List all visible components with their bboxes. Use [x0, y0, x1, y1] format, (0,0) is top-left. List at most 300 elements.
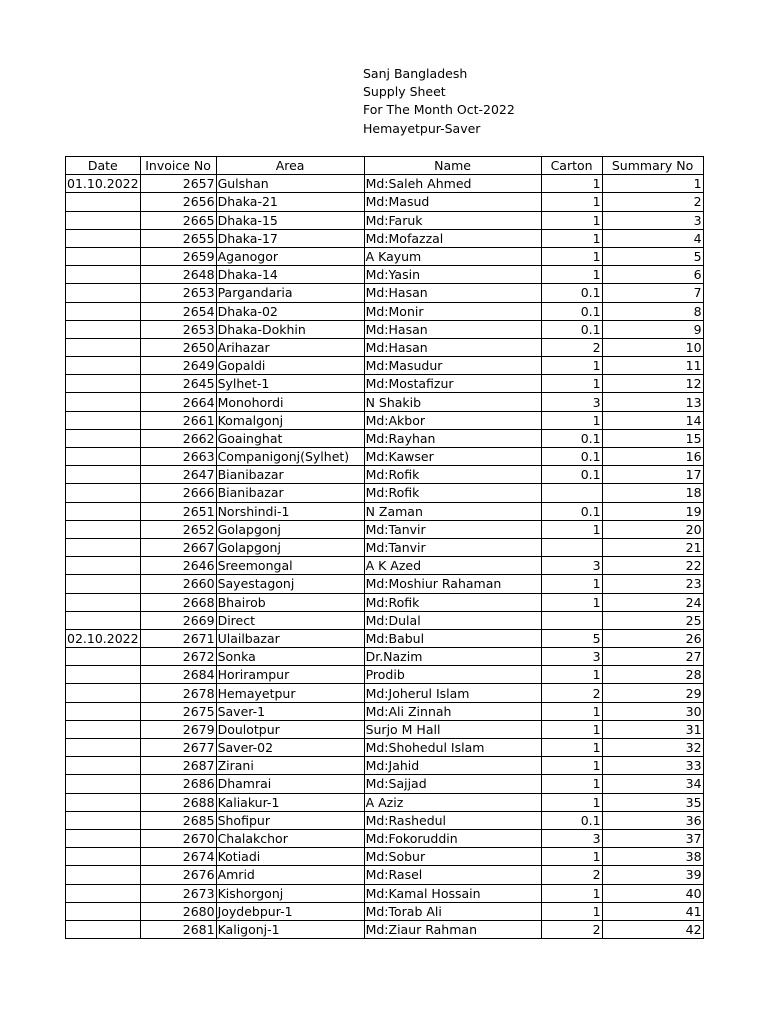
carton-cell: 3	[541, 648, 602, 666]
table-row	[66, 648, 704, 666]
month-line: For The Month Oct-2022	[363, 102, 515, 118]
carton-cell: 5	[541, 629, 602, 647]
summary-no-cell: 42	[602, 920, 703, 938]
invoice-no-cell: 2660	[140, 575, 216, 593]
summary-no-cell: 32	[602, 739, 703, 757]
date-cell	[66, 811, 141, 829]
date-cell	[66, 266, 141, 284]
area-cell: Bhairob	[216, 593, 364, 611]
summary-no-cell: 6	[602, 266, 703, 284]
summary-no-cell: 17	[602, 466, 703, 484]
date-cell	[66, 793, 141, 811]
date-cell	[66, 538, 141, 556]
name-cell: A K Azed	[364, 557, 541, 575]
summary-no-cell: 8	[602, 302, 703, 320]
name-cell: Md:Ziaur Rahman	[364, 920, 541, 938]
date-cell	[66, 247, 141, 265]
carton-cell: 0.1	[541, 429, 602, 447]
area-cell: Golapgonj	[216, 538, 364, 556]
invoice-no-cell: 2675	[140, 702, 216, 720]
table-header-row	[66, 157, 704, 175]
area-cell: Gopaldi	[216, 357, 364, 375]
carton-cell: 1	[541, 375, 602, 393]
area-cell: Sayestagonj	[216, 575, 364, 593]
carton-cell: 1	[541, 575, 602, 593]
carton-cell: 1	[541, 884, 602, 902]
table-row	[66, 211, 704, 229]
area-cell: Bianibazar	[216, 484, 364, 502]
date-cell	[66, 375, 141, 393]
name-cell: Prodib	[364, 666, 541, 684]
area-cell: Monohordi	[216, 393, 364, 411]
area-cell: Arihazar	[216, 338, 364, 356]
table-row	[66, 338, 704, 356]
column-header-area: Area	[216, 157, 364, 175]
date-cell: 01.10.2022	[67, 176, 139, 192]
area-cell: Kaligonj-1	[216, 920, 364, 938]
location-line: Hemayetpur-Saver	[363, 120, 481, 136]
invoice-no-cell: 2646	[140, 557, 216, 575]
invoice-no-cell: 2681	[140, 920, 216, 938]
date-cell	[66, 229, 141, 247]
carton-cell: 3	[541, 829, 602, 847]
carton-cell: 1	[541, 775, 602, 793]
carton-cell: 1	[541, 193, 602, 211]
invoice-no-cell: 2688	[140, 793, 216, 811]
summary-no-cell: 16	[602, 448, 703, 466]
table-row	[66, 902, 704, 920]
area-cell: Dhaka-14	[216, 266, 364, 284]
date-cell	[66, 866, 141, 884]
table-row	[66, 466, 704, 484]
summary-no-cell: 40	[602, 884, 703, 902]
area-cell: Kotiadi	[216, 848, 364, 866]
carton-cell: 1	[541, 247, 602, 265]
carton-cell: 0.1	[541, 284, 602, 302]
carton-cell: 0.1	[541, 502, 602, 520]
name-cell: Md:Babul	[364, 629, 541, 647]
invoice-no-cell: 2648	[140, 266, 216, 284]
invoice-no-cell: 2672	[140, 648, 216, 666]
column-header-name: Name	[364, 157, 541, 175]
summary-no-cell: 27	[602, 648, 703, 666]
table-row	[66, 684, 704, 702]
summary-no-cell: 10	[602, 338, 703, 356]
summary-no-cell: 31	[602, 720, 703, 738]
summary-no-cell: 35	[602, 793, 703, 811]
table-row	[66, 793, 704, 811]
date-cell	[66, 193, 141, 211]
invoice-no-cell: 2677	[140, 739, 216, 757]
date-cell	[66, 775, 141, 793]
table-row	[66, 720, 704, 738]
table-row	[66, 393, 704, 411]
name-cell: Md:Rofik	[364, 466, 541, 484]
name-cell: Md:Yasin	[364, 266, 541, 284]
sheet-title: Supply Sheet	[363, 84, 446, 100]
invoice-no-cell: 2668	[140, 593, 216, 611]
carton-cell: 1	[541, 666, 602, 684]
invoice-no-cell: 2674	[140, 848, 216, 866]
table-row	[66, 920, 704, 938]
invoice-no-cell: 2652	[140, 520, 216, 538]
name-cell: Md:Moshiur Rahaman	[364, 575, 541, 593]
carton-cell: 1	[541, 739, 602, 757]
name-cell: Md:Akbor	[364, 411, 541, 429]
table-row	[66, 739, 704, 757]
name-cell: Md:Jahid	[364, 757, 541, 775]
table-row	[66, 538, 704, 556]
carton-cell: 1	[541, 211, 602, 229]
table-row	[66, 302, 704, 320]
name-cell: Md:Torab Ali	[364, 902, 541, 920]
table-row	[66, 884, 704, 902]
summary-no-cell: 26	[602, 629, 703, 647]
date-cell	[66, 848, 141, 866]
carton-cell: 1	[541, 411, 602, 429]
summary-no-cell: 9	[602, 320, 703, 338]
summary-no-cell: 25	[602, 611, 703, 629]
invoice-no-cell: 2659	[140, 247, 216, 265]
summary-no-cell: 22	[602, 557, 703, 575]
name-cell: Md:Faruk	[364, 211, 541, 229]
date-cell	[66, 702, 141, 720]
invoice-no-cell: 2685	[140, 811, 216, 829]
date-cell	[66, 611, 141, 629]
name-cell: Dr.Nazim	[364, 648, 541, 666]
area-cell: Pargandaria	[216, 284, 364, 302]
name-cell: Md:Kamal Hossain	[364, 884, 541, 902]
carton-cell	[541, 611, 602, 629]
name-cell: Md:Masud	[364, 193, 541, 211]
area-cell: Horirampur	[216, 666, 364, 684]
carton-cell: 2	[541, 684, 602, 702]
carton-cell: 0.1	[541, 302, 602, 320]
invoice-no-cell: 2667	[140, 538, 216, 556]
summary-no-cell: 30	[602, 702, 703, 720]
carton-cell: 2	[541, 866, 602, 884]
summary-no-cell: 38	[602, 848, 703, 866]
carton-cell: 1	[541, 175, 602, 193]
area-cell: Dhaka-02	[216, 302, 364, 320]
date-cell	[66, 302, 141, 320]
date-cell	[66, 684, 141, 702]
invoice-no-cell: 2676	[140, 866, 216, 884]
invoice-no-cell: 2680	[140, 902, 216, 920]
date-cell	[66, 466, 141, 484]
date-cell	[66, 757, 141, 775]
date-cell	[66, 320, 141, 338]
date-cell	[66, 739, 141, 757]
name-cell: Md:Shohedul Islam	[364, 739, 541, 757]
name-cell: Md:Rayhan	[364, 429, 541, 447]
date-cell	[66, 829, 141, 847]
table-row	[66, 757, 704, 775]
carton-cell: 1	[541, 229, 602, 247]
table-row	[66, 266, 704, 284]
date-cell	[66, 720, 141, 738]
table-row	[66, 175, 704, 193]
date-cell	[66, 448, 141, 466]
date-cell	[66, 338, 141, 356]
table-row	[66, 484, 704, 502]
summary-no-cell: 34	[602, 775, 703, 793]
area-cell: Amrid	[216, 866, 364, 884]
table-row	[66, 593, 704, 611]
supply-table	[65, 156, 704, 939]
column-header-date: Date	[66, 157, 141, 175]
name-cell: Md:Sajjad	[364, 775, 541, 793]
summary-no-cell: 3	[602, 211, 703, 229]
date-cell	[66, 575, 141, 593]
table-row	[66, 866, 704, 884]
summary-no-cell: 5	[602, 247, 703, 265]
summary-no-cell: 12	[602, 375, 703, 393]
date-cell	[66, 357, 141, 375]
invoice-no-cell: 2661	[140, 411, 216, 429]
date-cell	[66, 920, 141, 938]
date-cell	[66, 429, 141, 447]
carton-cell	[541, 538, 602, 556]
summary-no-cell: 37	[602, 829, 703, 847]
area-cell: Dhaka-15	[216, 211, 364, 229]
date-cell	[66, 666, 141, 684]
column-header-carton: Carton	[541, 157, 602, 175]
area-cell: Zirani	[216, 757, 364, 775]
area-cell: Doulotpur	[216, 720, 364, 738]
area-cell: Komalgonj	[216, 411, 364, 429]
table-row	[66, 284, 704, 302]
name-cell: N Shakib	[364, 393, 541, 411]
name-cell: Md:Sobur	[364, 848, 541, 866]
table-row	[66, 229, 704, 247]
invoice-no-cell: 2657	[140, 175, 216, 193]
invoice-no-cell: 2663	[140, 448, 216, 466]
column-header-summary-no: Summary No	[602, 157, 703, 175]
name-cell: Md:Ali Zinnah	[364, 702, 541, 720]
name-cell: Md:Dulal	[364, 611, 541, 629]
area-cell: Dhaka-17	[216, 229, 364, 247]
table-row	[66, 429, 704, 447]
date-cell	[66, 393, 141, 411]
table-row	[66, 611, 704, 629]
invoice-no-cell: 2645	[140, 375, 216, 393]
date-cell	[66, 557, 141, 575]
name-cell: Md:Hasan	[364, 284, 541, 302]
name-cell: A Kayum	[364, 247, 541, 265]
sheet-header	[363, 65, 515, 138]
invoice-no-cell: 2679	[140, 720, 216, 738]
area-cell: Sylhet-1	[216, 375, 364, 393]
area-cell: Shofipur	[216, 811, 364, 829]
table-row	[66, 848, 704, 866]
carton-cell: 1	[541, 902, 602, 920]
name-cell: A Aziz	[364, 793, 541, 811]
invoice-no-cell: 2664	[140, 393, 216, 411]
date-cell	[66, 211, 141, 229]
name-cell: Md:Saleh Ahmed	[364, 175, 541, 193]
table-row	[66, 811, 704, 829]
carton-cell: 2	[541, 920, 602, 938]
table-row	[66, 520, 704, 538]
name-cell: Md:Tanvir	[364, 538, 541, 556]
date-cell	[66, 484, 141, 502]
invoice-no-cell: 2655	[140, 229, 216, 247]
carton-cell: 3	[541, 393, 602, 411]
invoice-no-cell: 2656	[140, 193, 216, 211]
summary-no-cell: 29	[602, 684, 703, 702]
date-cell: 02.10.2022	[67, 630, 139, 646]
name-cell: Surjo M Hall	[364, 720, 541, 738]
summary-no-cell: 14	[602, 411, 703, 429]
table-row	[66, 411, 704, 429]
invoice-no-cell: 2670	[140, 829, 216, 847]
area-cell: Companigonj(Sylhet)	[216, 448, 364, 466]
summary-no-cell: 7	[602, 284, 703, 302]
table-row	[66, 557, 704, 575]
invoice-no-cell: 2650	[140, 338, 216, 356]
invoice-no-cell: 2649	[140, 357, 216, 375]
area-cell: Norshindi-1	[216, 502, 364, 520]
area-cell: Kaliakur-1	[216, 793, 364, 811]
summary-no-cell: 13	[602, 393, 703, 411]
carton-cell: 1	[541, 720, 602, 738]
name-cell: Md:Joherul Islam	[364, 684, 541, 702]
summary-no-cell: 11	[602, 357, 703, 375]
date-cell	[66, 520, 141, 538]
carton-cell: 1	[541, 520, 602, 538]
summary-no-cell: 19	[602, 502, 703, 520]
table-row	[66, 666, 704, 684]
name-cell: Md:Rashedul	[364, 811, 541, 829]
column-header-invoice-no: Invoice No	[140, 157, 216, 175]
invoice-no-cell: 2678	[140, 684, 216, 702]
carton-cell: 1	[541, 702, 602, 720]
table-row	[66, 629, 704, 647]
invoice-no-cell: 2684	[140, 666, 216, 684]
summary-no-cell: 15	[602, 429, 703, 447]
date-cell	[66, 884, 141, 902]
area-cell: Aganogor	[216, 247, 364, 265]
summary-no-cell: 28	[602, 666, 703, 684]
name-cell: Md:Rasel	[364, 866, 541, 884]
company-name: Sanj Bangladesh	[363, 66, 468, 81]
area-cell: Saver-02	[216, 739, 364, 757]
area-cell: Hemayetpur	[216, 684, 364, 702]
carton-cell: 0.1	[541, 811, 602, 829]
date-cell	[66, 902, 141, 920]
table-row	[66, 375, 704, 393]
area-cell: Sreemongal	[216, 557, 364, 575]
name-cell: Md:Masudur	[364, 357, 541, 375]
area-cell: Dhaka-21	[216, 193, 364, 211]
carton-cell: 2	[541, 338, 602, 356]
invoice-no-cell: 2665	[140, 211, 216, 229]
carton-cell: 0.1	[541, 448, 602, 466]
summary-no-cell: 23	[602, 575, 703, 593]
table-row	[66, 829, 704, 847]
name-cell: Md:Kawser	[364, 448, 541, 466]
area-cell: Direct	[216, 611, 364, 629]
invoice-no-cell: 2653	[140, 284, 216, 302]
name-cell: Md:Hasan	[364, 338, 541, 356]
area-cell: Gulshan	[216, 175, 364, 193]
invoice-no-cell: 2647	[140, 466, 216, 484]
area-cell: Chalakchor	[216, 829, 364, 847]
invoice-no-cell: 2671	[140, 629, 216, 647]
table-row	[66, 320, 704, 338]
carton-cell: 3	[541, 557, 602, 575]
summary-no-cell: 20	[602, 520, 703, 538]
invoice-no-cell: 2687	[140, 757, 216, 775]
date-cell	[66, 284, 141, 302]
carton-cell: 1	[541, 593, 602, 611]
invoice-no-cell: 2654	[140, 302, 216, 320]
invoice-no-cell: 2653	[140, 320, 216, 338]
name-cell: Md:Mostafizur	[364, 375, 541, 393]
table-row	[66, 448, 704, 466]
table-row	[66, 357, 704, 375]
date-cell	[66, 593, 141, 611]
invoice-no-cell: 2686	[140, 775, 216, 793]
area-cell: Saver-1	[216, 702, 364, 720]
carton-cell: 1	[541, 848, 602, 866]
summary-no-cell: 21	[602, 538, 703, 556]
summary-no-cell: 39	[602, 866, 703, 884]
date-cell	[66, 411, 141, 429]
carton-cell: 0.1	[541, 320, 602, 338]
name-cell: Md:Rofik	[364, 484, 541, 502]
carton-cell: 1	[541, 266, 602, 284]
table-row	[66, 247, 704, 265]
area-cell: Sonka	[216, 648, 364, 666]
area-cell: Dhaka-Dokhin	[216, 320, 364, 338]
invoice-no-cell: 2666	[140, 484, 216, 502]
summary-no-cell: 24	[602, 593, 703, 611]
carton-cell: 1	[541, 757, 602, 775]
carton-cell: 1	[541, 793, 602, 811]
summary-no-cell: 18	[602, 484, 703, 502]
name-cell: Md:Tanvir	[364, 520, 541, 538]
table-row	[66, 775, 704, 793]
table-row	[66, 193, 704, 211]
area-cell: Joydebpur-1	[216, 902, 364, 920]
name-cell: Md:Hasan	[364, 320, 541, 338]
area-cell: Dhamrai	[216, 775, 364, 793]
summary-no-cell: 1	[602, 175, 703, 193]
table-row	[66, 502, 704, 520]
area-cell: Golapgonj	[216, 520, 364, 538]
summary-no-cell: 41	[602, 902, 703, 920]
area-cell: Kishorgonj	[216, 884, 364, 902]
name-cell: N Zaman	[364, 502, 541, 520]
carton-cell: 1	[541, 357, 602, 375]
area-cell: Goainghat	[216, 429, 364, 447]
name-cell: Md:Mofazzal	[364, 229, 541, 247]
summary-no-cell: 33	[602, 757, 703, 775]
name-cell: Md:Fokoruddin	[364, 829, 541, 847]
date-cell	[66, 648, 141, 666]
table-body	[66, 175, 704, 939]
name-cell: Md:Rofik	[364, 593, 541, 611]
summary-no-cell: 2	[602, 193, 703, 211]
carton-cell: 0.1	[541, 466, 602, 484]
table-row	[66, 575, 704, 593]
invoice-no-cell: 2673	[140, 884, 216, 902]
table-row	[66, 702, 704, 720]
invoice-no-cell: 2669	[140, 611, 216, 629]
invoice-no-cell: 2662	[140, 429, 216, 447]
